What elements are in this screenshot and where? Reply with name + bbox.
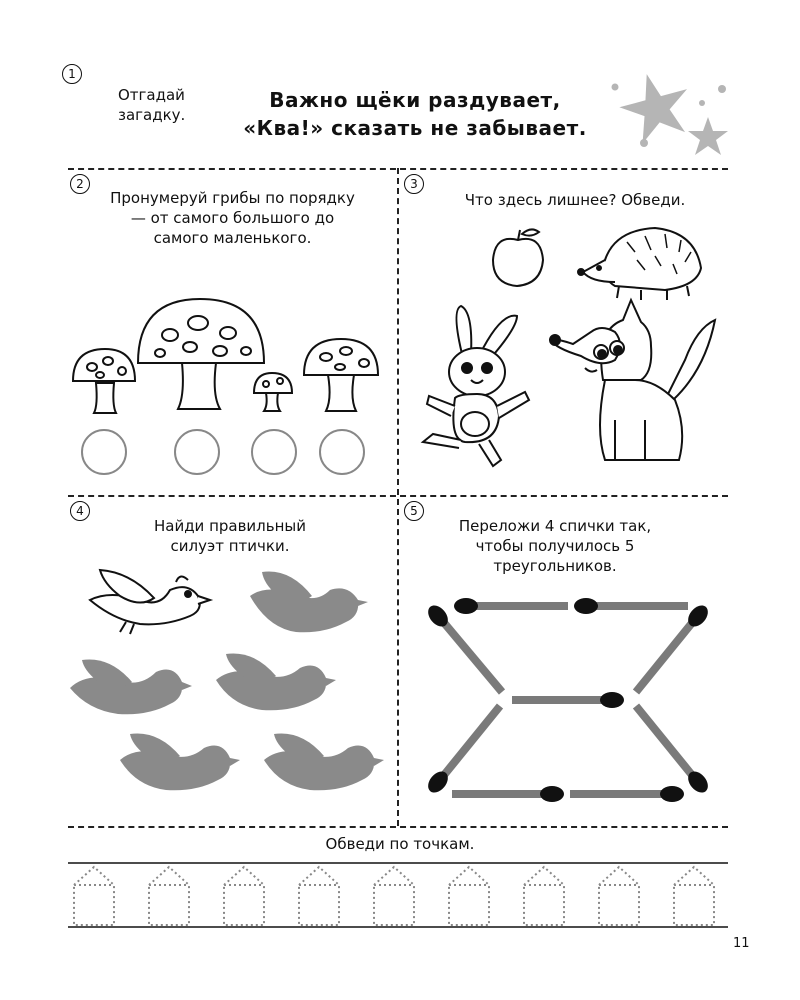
mushrooms-illustration bbox=[70, 295, 390, 475]
hedgehog-icon bbox=[578, 228, 701, 300]
trace-houses bbox=[68, 855, 728, 935]
bird-outline-icon bbox=[90, 570, 210, 634]
dot-icon bbox=[699, 100, 705, 106]
match-head bbox=[600, 692, 624, 708]
dot-icon bbox=[640, 139, 648, 147]
match-head bbox=[660, 786, 684, 802]
trace-house bbox=[74, 867, 114, 925]
trace-house bbox=[524, 867, 564, 925]
bird-silhouette-icon bbox=[70, 659, 192, 714]
trace-house bbox=[374, 867, 414, 925]
task-5-text: Переложи 4 спички так, чтобы получилось 5 треугольников. bbox=[458, 517, 652, 575]
mushroom-icon bbox=[304, 339, 378, 411]
bird-silhouette-icon bbox=[250, 572, 368, 633]
task-2-text: Пронумеруй грибы по порядку — от самого большого до самого маленького. bbox=[110, 189, 355, 247]
apple-icon bbox=[493, 229, 543, 286]
match-stick bbox=[440, 618, 502, 692]
fox-icon bbox=[550, 300, 715, 460]
trace-house bbox=[674, 867, 714, 925]
trace-house bbox=[599, 867, 639, 925]
task-3-number: 3 bbox=[404, 174, 424, 194]
task-4-number: 4 bbox=[70, 501, 90, 521]
match-head bbox=[540, 786, 564, 802]
trace-house bbox=[149, 867, 189, 925]
bird-silhouette-icon bbox=[216, 653, 336, 710]
match-stick bbox=[636, 618, 696, 692]
rabbit-icon bbox=[423, 306, 529, 466]
task-5-number: 5 bbox=[404, 501, 424, 521]
match-head bbox=[574, 598, 598, 614]
trace-house bbox=[449, 867, 489, 925]
odd-one-out-illustration bbox=[405, 220, 725, 480]
task-3-text: Что здесь лишнее? Обведи. bbox=[464, 191, 686, 209]
task-2-number: 2 bbox=[70, 174, 90, 194]
dot-icon bbox=[612, 84, 619, 91]
divider-vertical bbox=[397, 168, 399, 826]
dot-icon bbox=[718, 85, 726, 93]
mushroom-icon bbox=[138, 299, 264, 409]
task-1-hint: Отгадай загадку. bbox=[118, 86, 186, 124]
matches-puzzle bbox=[420, 590, 720, 820]
bird-silhouette-icon bbox=[264, 733, 384, 790]
stars-decoration bbox=[600, 65, 750, 165]
divider-bottom bbox=[68, 826, 728, 828]
answer-circle bbox=[175, 430, 219, 474]
trace-house bbox=[299, 867, 339, 925]
task-1-number: 1 bbox=[62, 64, 82, 84]
mushroom-icon bbox=[73, 349, 135, 413]
riddle-line-1: Важно щёки раздувает, bbox=[269, 88, 561, 112]
small-star-icon bbox=[688, 117, 728, 155]
answer-circle bbox=[320, 430, 364, 474]
page-number: 11 bbox=[733, 936, 750, 951]
riddle-text bbox=[230, 86, 600, 142]
trace-text: Обведи по точкам. bbox=[325, 835, 475, 853]
trace-house bbox=[224, 867, 264, 925]
riddle-line-2: «Ква!» сказать не забывает. bbox=[243, 116, 587, 140]
match-stick bbox=[440, 706, 500, 780]
match-stick bbox=[636, 706, 696, 780]
answer-circle bbox=[252, 430, 296, 474]
answer-circle bbox=[82, 430, 126, 474]
match-head bbox=[454, 598, 478, 614]
birds-illustration bbox=[70, 560, 390, 820]
bird-silhouette-icon bbox=[120, 733, 240, 790]
big-star-icon bbox=[613, 65, 698, 147]
mushroom-icon bbox=[254, 373, 292, 411]
task-4-text: Найди правильный силуэт птички. bbox=[153, 517, 307, 555]
